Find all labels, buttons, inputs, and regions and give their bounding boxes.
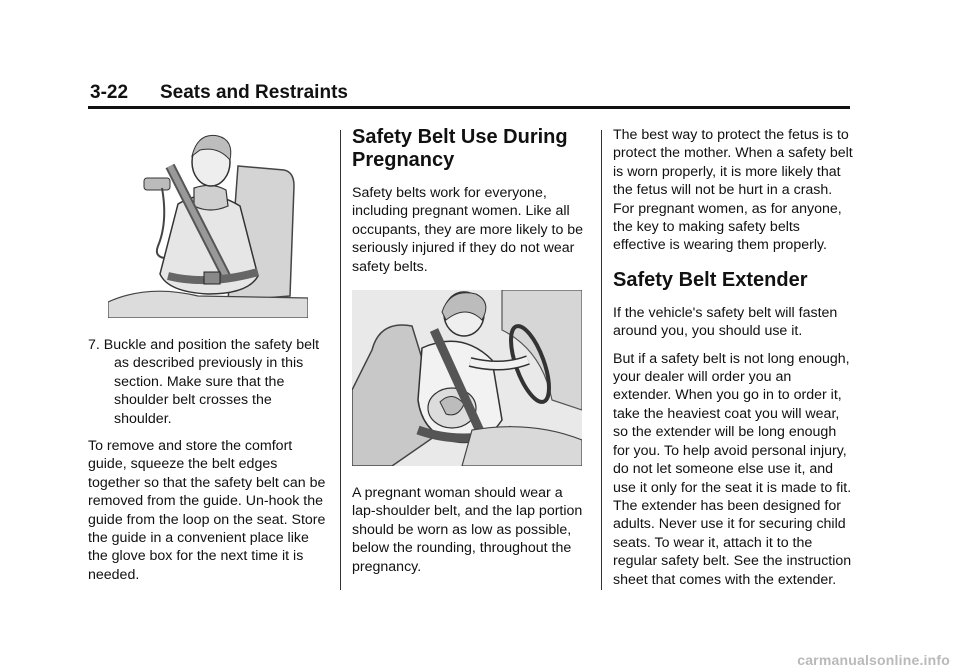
- page-header: [88, 80, 850, 109]
- comfort-guide-illustration: [108, 126, 308, 318]
- figure-caption: A pregnant woman should wear a lap-shoulder belt, and the lap portion should be worn as low as possible, below the rounding, throughout the pregnancy.: [352, 485, 583, 575]
- section-title: Seats and Restraints: [160, 82, 348, 103]
- body-paragraph: Safety belts work for everyone, including pregnant women. Like all occupants, they are more likely to be seriously injured if they do not wear safety belts.: [352, 185, 584, 275]
- column-1: [88, 126, 328, 593]
- body-paragraph: But if a safety belt is not long enough, your dealer will order you an extender. When you go in to order it, take the heaviest coat you will wear, so the extender will be long enough for you. To help avoid personal injury, do not let someone else use it, and use it only for the seat it is made to fit. The extender has been designed for adults. Never use it for securing child seats. To wear it, attach it to the regular safety belt. See the instruction sheet that comes with the extender.: [613, 350, 852, 588]
- section-heading: Safety Belt Use During Pregnancy: [352, 126, 568, 171]
- body-paragraph: The best way to protect the fetus is to protect the mother. When a safety belt is worn properly, it is more likely that the fetus will not be hurt in a crash. For pregnant women, as for anyone, the key to making safety belts effective is wearing them properly.: [613, 127, 853, 254]
- page-number: 3-22: [90, 82, 129, 103]
- body-paragraph: If the vehicle's safety belt will fasten around you, you should use it.: [613, 304, 838, 340]
- watermark: carmanualsonline.info: [797, 652, 950, 668]
- column-divider: [601, 130, 602, 590]
- body-paragraph: To remove and store the comfort guide, squeeze the belt edges together so that the safety belt can be removed from the guide. Un-hook the guide from the loop on the seat. Store the guide in a convenient place like the glove box for the next time it is needed.: [88, 438, 326, 583]
- column-divider: [340, 130, 341, 590]
- column-2: [352, 126, 588, 585]
- column-3: [613, 126, 853, 598]
- instruction-step: 7. Buckle and position the safety belt as described previously in this section. Make sure that the shoulder belt crosses the shoulder.: [88, 337, 320, 427]
- section-heading: Safety Belt Extender: [613, 268, 808, 291]
- pregnant-occupant-illustration: [352, 290, 582, 466]
